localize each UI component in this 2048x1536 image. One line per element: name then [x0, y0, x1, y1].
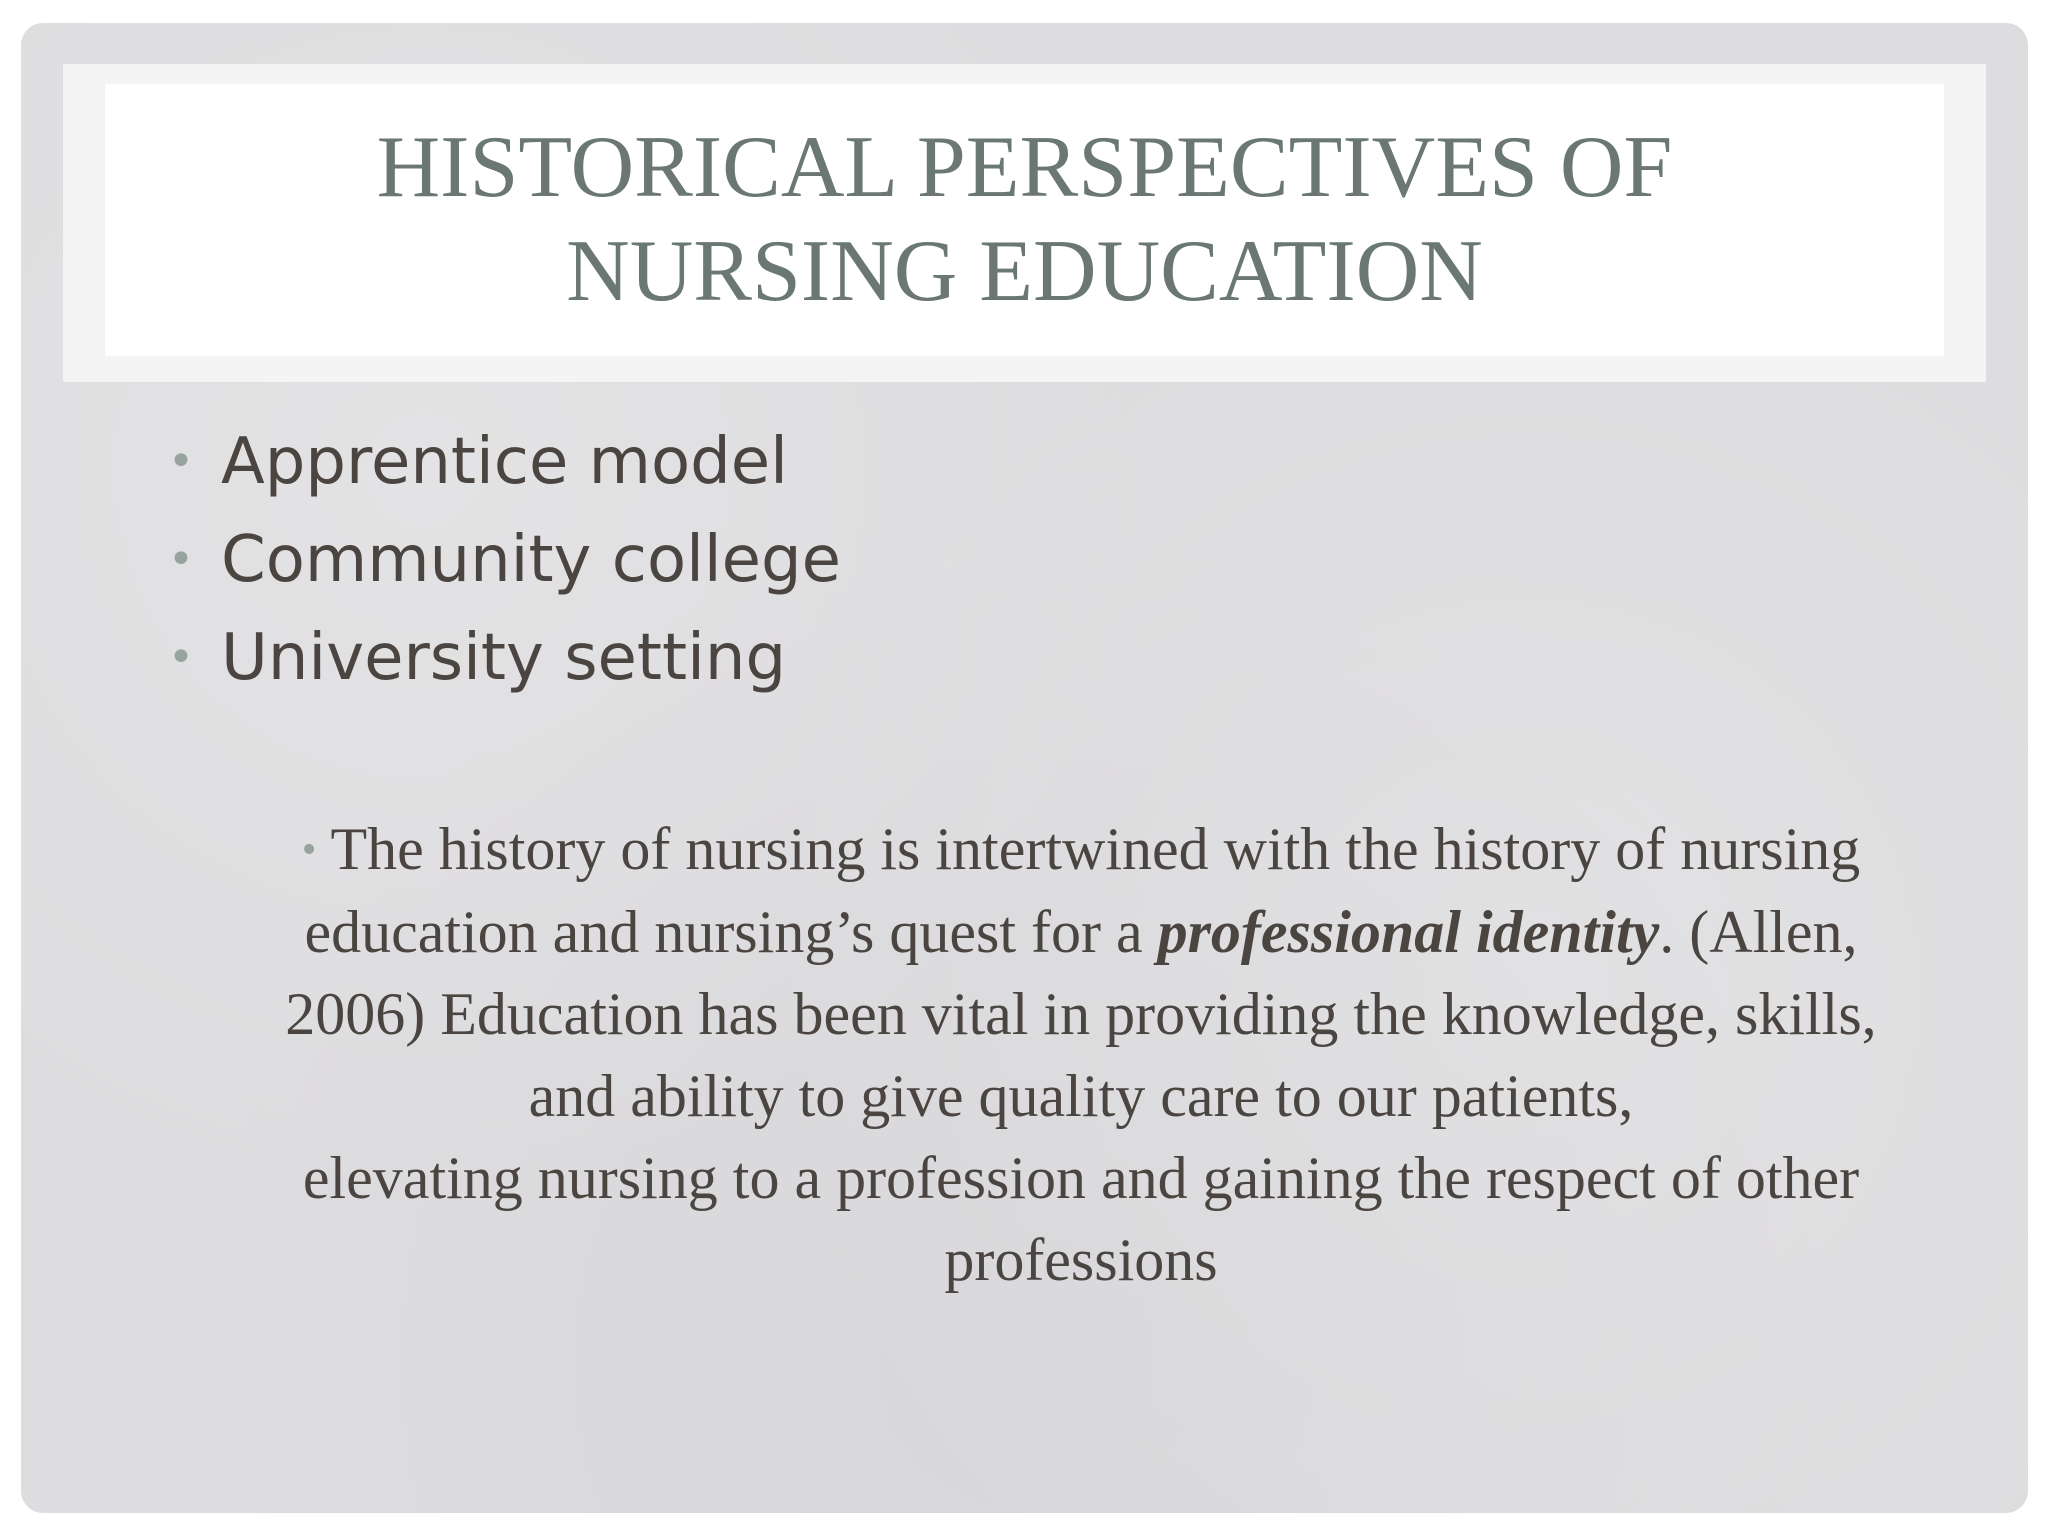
- bullet-text: University setting: [221, 621, 787, 695]
- bullet-icon: •: [168, 534, 194, 585]
- slide-title: [377, 116, 1673, 324]
- bullet-icon: •: [168, 436, 194, 487]
- paragraph-part-1: The history of nursing is intertwined with the history of nursing education and nursing’s quest for a: [304, 816, 1861, 965]
- title-box: [105, 84, 1944, 356]
- paragraph-emphasis: professional identity: [1157, 899, 1660, 965]
- paragraph-part-2: . (Allen, 2006) Education has been vital in providing the knowledge, skills, and ability to give quality care to our patients,: [285, 899, 1877, 1129]
- title-line-1: HISTORICAL PERSPECTIVES OF: [376, 119, 1673, 216]
- bullet-icon: •: [168, 632, 194, 683]
- bullet-list: [151, 413, 841, 707]
- bullet-item: [151, 413, 841, 511]
- body-paragraph: [241, 808, 1921, 1301]
- bullet-text: Apprentice model: [221, 425, 788, 499]
- bullet-text: Community college: [221, 523, 842, 597]
- bullet-item: [151, 511, 841, 609]
- slide: [21, 23, 2028, 1513]
- title-line-2: NURSING EDUCATION: [566, 223, 1483, 320]
- sub-bullet-icon: •: [301, 827, 317, 873]
- bullet-item: [151, 609, 841, 707]
- paragraph-part-3: elevating nursing to a profession and gaining the respect of other professions: [302, 1145, 1860, 1293]
